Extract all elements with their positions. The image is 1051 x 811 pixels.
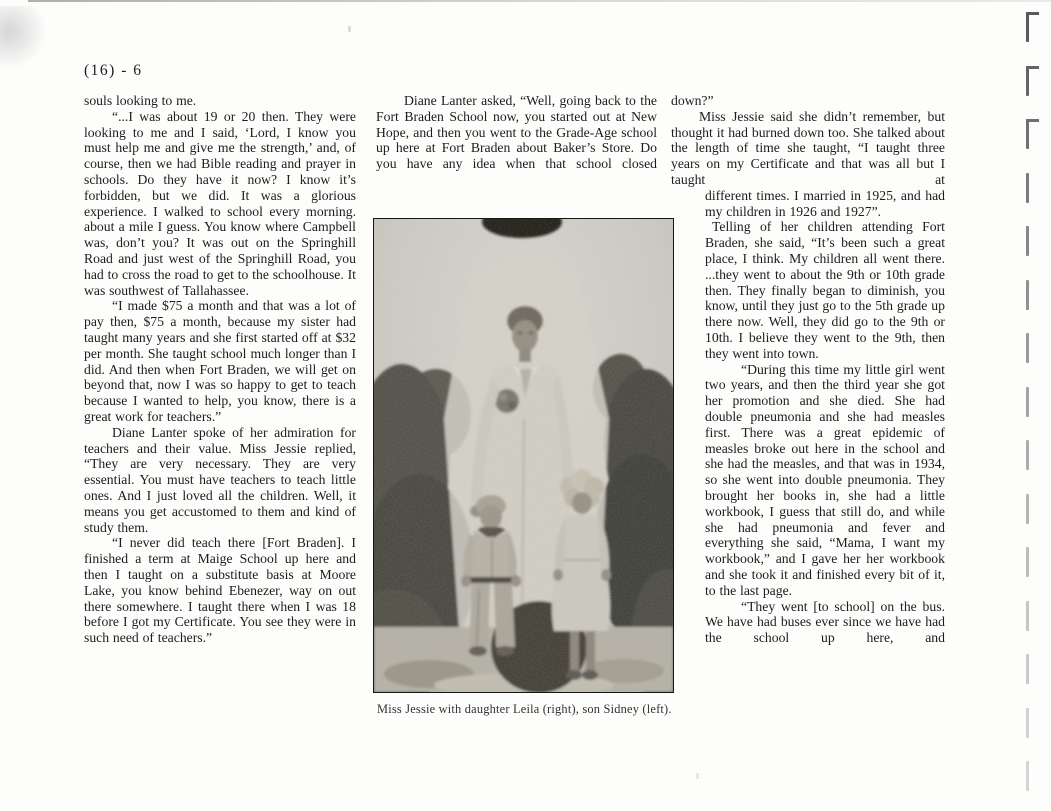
paragraph-continuation: down?” <box>671 93 714 108</box>
paragraph: Telling of her children attending Fort Braden, she said, “It’s been such a great place, I think. My children all went there. ...they went to about the 9th or 10th grade then. They finally began to diminish, you know, until they just go to the 5th grade up there now. Well, they did go to the 9th or 10th. I believe they went to the 9th, then they went into town. <box>705 219 945 361</box>
binding-mark <box>1026 280 1029 310</box>
paragraph: Diane Lanter spoke of her admiration for teachers and their value. Miss Jessie replied, “They are very necessary. They are very essential. You must have teachers to teach little ones. And I just loved all the children. Well, it means you get accustomed to them and kind of study them. <box>84 424 356 535</box>
paragraph: “...I was about 19 or 20 then. They were looking to me and I said, ‘Lord, I know you must help me and give me the strength,’ and, of course, then we had Bible reading and prayer in schools. Do they have it now? I know it’s forbidden, but we did. It was a glorious experience. I walked to school every morning. about a mile I guess. You know where Campbell was, don’t you? It was out on the Springhill Road and just west of the Springhill Road, you had to cross the road to get to the schoolhouse. It was southwest of Tallahassee. <box>84 108 356 298</box>
paragraph: souls looking to me. <box>84 93 197 108</box>
binding-mark <box>1026 66 1029 96</box>
paragraph: “They went [to school] on the bus. We have had buses ever since we have had the school up here, and <box>705 598 945 646</box>
scan-speck <box>348 26 351 32</box>
binding-mark <box>1026 119 1029 149</box>
scan-speck <box>696 773 699 779</box>
column-right <box>671 93 945 646</box>
paragraph: “I made $75 a month and that was a lot of pay then, $75 a month, because my sister had taught many years and she first started off at $32 per month. She taught school much longer than I did. And then when Fort Braden, we will get on beyond that, now I was so happy to get to teach because I wanted to help, you know, there is a great work for teachers.” <box>84 298 356 424</box>
photo-caption: Miss Jessie with daughter Leila (right), son Sidney (left). <box>377 702 672 716</box>
page-number: (16) - 6 <box>84 62 143 79</box>
paragraph: Miss Jessie said she didn’t remember, but thought it had burned down too. She talked about the length of time she taught, “I taught three years on my Certificate and that was all but I taught at <box>671 108 945 187</box>
paragraph: “During this time my little girl went two years, and then the third year she got her promotion and she died. She had double pneumonia and she had measles first. There was a great epidemic of measles broke out here in the school and she had the measles, and that was in 1934, so she went into double pneumonia. They brought her books in, she had a little workbook, I guess that still do, and while she had pneumonia and fever and everything she said, “Mama, I want my workbook,” and I gave her her workbook and she took it and finished every bit of it, to the last page. <box>705 361 945 598</box>
binding-mark <box>1026 440 1029 470</box>
column-left <box>84 93 356 646</box>
binding-mark <box>1026 226 1029 256</box>
photo-miss-jessie-with-children <box>373 218 674 693</box>
scan-top-edge <box>28 0 1051 2</box>
paragraph-runover: different times. I married in 1925, and had my children in 1926 and 1927”. <box>705 187 945 219</box>
binding-mark <box>1026 547 1029 577</box>
binding-mark <box>1026 12 1029 42</box>
indented-text-block <box>705 188 945 646</box>
binding-mark <box>1026 708 1029 738</box>
binding-mark <box>1026 387 1029 417</box>
binding-mark <box>1026 601 1029 631</box>
binding-mark <box>1026 333 1029 363</box>
binding-mark <box>1026 761 1029 791</box>
paragraph: Diane Lanter asked, “Well, going back to the Fort Braden School now, you started out at New Hope, and then you went to the Grade-Age school up here at Fort Braden about Baker’s Store. Do you have any idea when that school closed <box>376 93 657 172</box>
binding-mark <box>1026 494 1029 524</box>
corner-smudge <box>0 6 48 70</box>
binding-mark <box>1026 173 1029 203</box>
binding-mark <box>1026 654 1029 684</box>
paragraph: “I never did teach there [Fort Braden]. I finished a term at Maige School up here and then I taught on a substitute basis at Moore Lake, you know behind Ebenezer, way on out there somewhere. I taught there when I was 18 before I got my Certificate. You see they were in such need of teachers.” <box>84 535 356 646</box>
column-middle <box>376 93 657 172</box>
photo-illustration <box>374 219 673 692</box>
